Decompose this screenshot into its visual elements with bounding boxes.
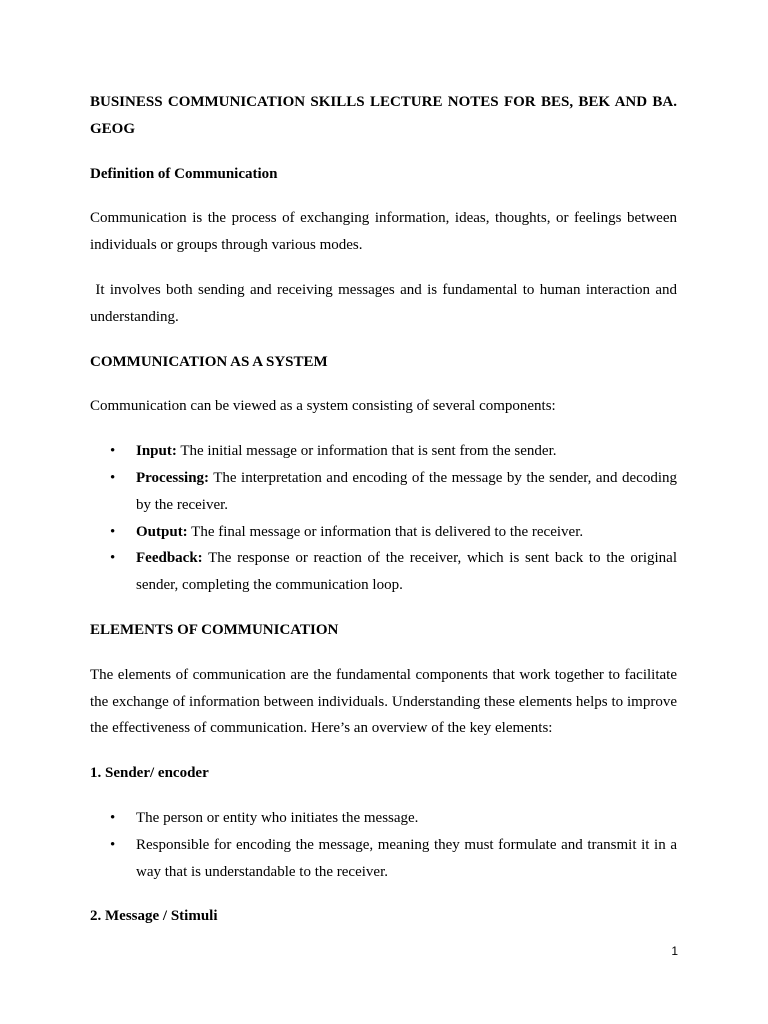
definition-feedback: The response or reaction of the receiver, which is sent back to the original sender, completing the communication loop. xyxy=(136,550,677,594)
term-feedback: Feedback: xyxy=(136,550,203,567)
system-components-list xyxy=(90,438,677,599)
sender-list xyxy=(90,805,677,885)
definition-heading: Definition of Communication xyxy=(90,165,278,182)
system-intro: Communication can be viewed as a system consisting of several components: xyxy=(90,398,556,415)
list-item-input xyxy=(90,438,677,465)
list-item-feedback xyxy=(90,545,677,599)
bullet-icon: • xyxy=(110,469,116,486)
elements-heading: ELEMENTS OF COMMUNICATION xyxy=(90,621,339,638)
bullet-icon: • xyxy=(110,836,116,853)
bullet-icon: • xyxy=(110,550,116,567)
sender-heading: 1. Sender/ encoder xyxy=(90,765,209,782)
definition-paragraph-2: It involves both sending and receiving messages and is fundamental to human interaction and understanding. xyxy=(90,281,681,325)
definition-processing: The interpretation and encoding of the message by the sender, and decoding by the receiver. xyxy=(136,469,677,513)
system-heading: COMMUNICATION AS A SYSTEM xyxy=(90,353,328,370)
document-title: BUSINESS COMMUNICATION SKILLS LECTURE NOTES FOR BES, BEK AND BA. GEOG xyxy=(90,94,677,137)
list-item-output xyxy=(90,519,677,546)
elements-intro: The elements of communication are the fundamental components that work together to facilitate the exchange of information between individuals. Understanding these elements helps to improve the effectiveness of communication. Here’s an overview of the key elements: xyxy=(90,666,677,737)
term-output: Output: xyxy=(136,523,188,540)
list-item xyxy=(90,805,677,832)
definition-input: The initial message or information that is sent from the sender. xyxy=(176,443,557,460)
definition-output: The final message or information that is delivered to the receiver. xyxy=(187,523,584,540)
sender-point-2: Responsible for encoding the message, meaning they must formulate and transmit it in a way that is understandable to the receiver. xyxy=(136,836,677,880)
message-heading: 2. Message / Stimuli xyxy=(90,908,218,925)
term-processing: Processing: xyxy=(136,469,210,486)
page-content xyxy=(90,89,681,930)
page-number: 1 xyxy=(671,944,678,958)
bullet-icon: • xyxy=(110,523,116,540)
term-input: Input: xyxy=(136,443,177,460)
definition-paragraph-1: Communication is the process of exchanging information, ideas, thoughts, or feelings between individuals or groups through various modes. xyxy=(90,210,677,254)
list-item xyxy=(90,832,677,886)
bullet-icon: • xyxy=(110,443,116,460)
bullet-icon: • xyxy=(110,809,116,826)
sender-point-1: The person or entity who initiates the message. xyxy=(136,809,419,826)
list-item-processing xyxy=(90,465,677,519)
